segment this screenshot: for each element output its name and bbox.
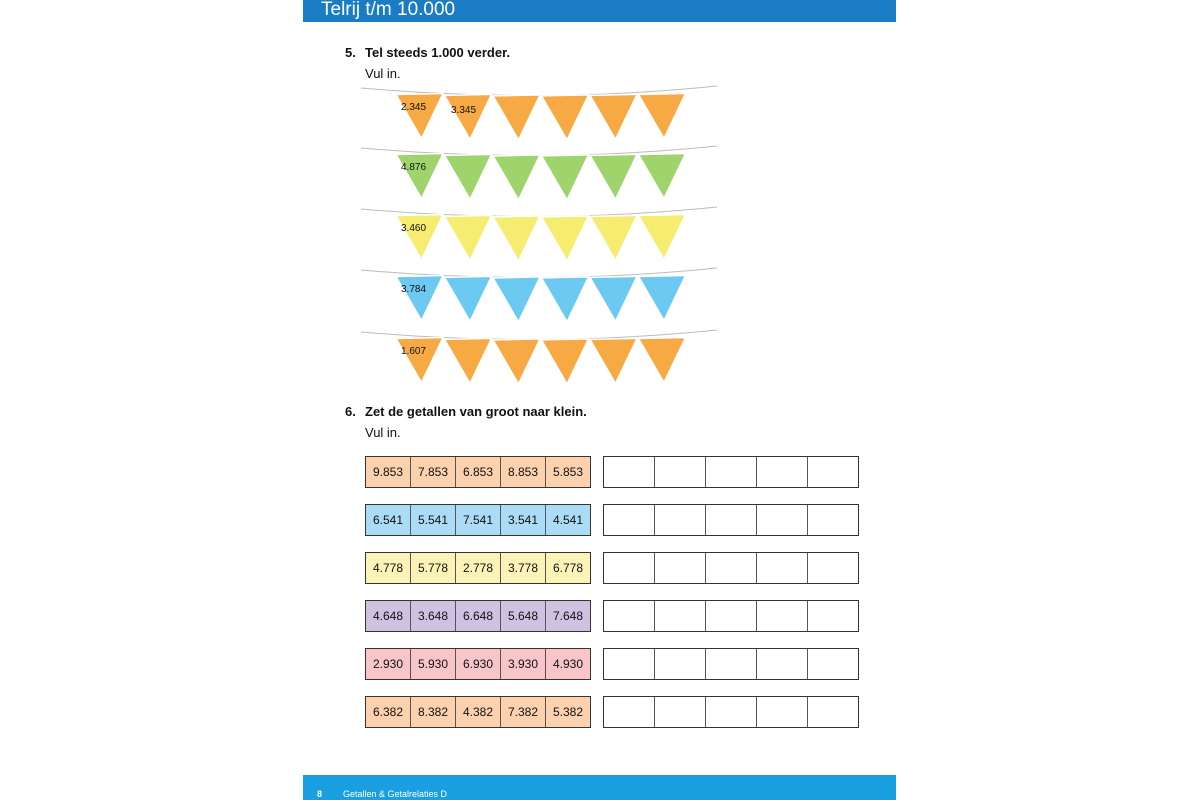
number-cell: 6.382 bbox=[366, 697, 411, 727]
bunting-flag bbox=[493, 216, 540, 261]
number-cell: 4.382 bbox=[456, 697, 501, 727]
number-cell: 6.778 bbox=[552, 561, 584, 575]
bunting-flag bbox=[542, 216, 589, 261]
number-cell: 3.930 bbox=[501, 649, 546, 679]
number-strip bbox=[365, 552, 591, 584]
number-strip bbox=[365, 696, 591, 728]
answer-box[interactable] bbox=[808, 457, 858, 487]
answer-box[interactable] bbox=[706, 601, 757, 631]
bunting-flag bbox=[542, 95, 589, 140]
number-cell: 8.853 bbox=[501, 457, 546, 487]
bunting-flag bbox=[639, 215, 686, 260]
answer-box[interactable] bbox=[706, 553, 757, 583]
bunting-graphic bbox=[361, 146, 721, 212]
number-cell: 4.930 bbox=[552, 657, 584, 671]
exercise-6-instruction: Vul in. bbox=[365, 425, 401, 440]
answer-box[interactable] bbox=[655, 505, 706, 535]
bunting-flag bbox=[445, 94, 492, 139]
number-strip bbox=[365, 456, 591, 488]
bunting-flag bbox=[590, 94, 637, 139]
answer-box[interactable] bbox=[655, 649, 706, 679]
bunting-flag bbox=[639, 94, 686, 139]
answer-box[interactable] bbox=[808, 505, 858, 535]
bunting-flag bbox=[493, 277, 540, 322]
bunting-graphic bbox=[361, 86, 721, 152]
answer-box[interactable] bbox=[604, 601, 655, 631]
answer-strip bbox=[603, 552, 859, 584]
bunting-flag bbox=[639, 338, 686, 383]
number-cell: 8.382 bbox=[411, 697, 456, 727]
answer-box[interactable] bbox=[808, 697, 858, 727]
book-title: Getallen & Getalrelaties D bbox=[343, 789, 448, 799]
number-cell: 4.778 bbox=[366, 553, 411, 583]
number-cell: 2.778 bbox=[456, 553, 501, 583]
bunting-flag bbox=[396, 276, 443, 321]
answer-box[interactable] bbox=[604, 553, 655, 583]
number-cell: 7.648 bbox=[552, 609, 584, 623]
number-cell: 5.541 bbox=[411, 505, 456, 535]
worksheet-page bbox=[303, 0, 896, 800]
exercise-5-title: Tel steeds 1.000 verder. bbox=[365, 45, 511, 60]
number-cell: 6.853 bbox=[456, 457, 501, 487]
bunting-flag bbox=[542, 277, 589, 322]
number-cell: 2.930 bbox=[366, 649, 411, 679]
number-strip bbox=[365, 600, 591, 632]
answer-box[interactable] bbox=[808, 649, 858, 679]
bunting-row bbox=[361, 86, 721, 152]
bunting-flag bbox=[445, 215, 492, 260]
answer-box[interactable] bbox=[757, 697, 808, 727]
flag-number: 1.607 bbox=[401, 346, 427, 357]
number-cell: 5.930 bbox=[411, 649, 456, 679]
flag-number: 3.345 bbox=[451, 105, 477, 116]
bunting-flag bbox=[445, 338, 492, 383]
answer-box[interactable] bbox=[604, 697, 655, 727]
flag-number: 3.460 bbox=[401, 223, 427, 234]
exercise-5-instruction: Vul in. bbox=[365, 66, 401, 81]
answer-strip bbox=[603, 696, 859, 728]
bunting-flag bbox=[445, 154, 492, 199]
exercise-6-heading bbox=[345, 404, 587, 419]
exercise-5-number: 5. bbox=[345, 45, 356, 60]
bunting-flag bbox=[590, 154, 637, 199]
bunting-graphic bbox=[361, 330, 721, 396]
answer-strip bbox=[603, 600, 859, 632]
bunting-flag bbox=[396, 154, 443, 199]
number-cell: 4.541 bbox=[552, 513, 584, 527]
number-cell: 3.778 bbox=[501, 553, 546, 583]
number-strip bbox=[365, 648, 591, 680]
answer-box[interactable] bbox=[757, 553, 808, 583]
bunting-flag bbox=[639, 154, 686, 199]
bunting-flag bbox=[445, 276, 492, 321]
header-bar bbox=[303, 0, 896, 22]
bunting-flag bbox=[493, 95, 540, 140]
answer-box[interactable] bbox=[757, 457, 808, 487]
flag-number: 2.345 bbox=[401, 102, 427, 113]
page-title: Telrij t/m 10.000 bbox=[321, 0, 456, 20]
exercise-6-title: Zet de getallen van groot naar klein. bbox=[365, 404, 587, 419]
bunting-flag bbox=[590, 276, 637, 321]
exercise-6-number: 6. bbox=[345, 404, 356, 419]
number-strip bbox=[365, 504, 591, 536]
answer-box[interactable] bbox=[808, 553, 858, 583]
bunting-flag bbox=[639, 276, 686, 321]
number-cell: 5.853 bbox=[552, 465, 584, 479]
exercise-5-heading bbox=[345, 45, 510, 60]
number-cell: 5.648 bbox=[501, 601, 546, 631]
number-cell: 6.930 bbox=[456, 649, 501, 679]
answer-strip bbox=[603, 648, 859, 680]
number-cell: 7.541 bbox=[456, 505, 501, 535]
answer-box[interactable] bbox=[706, 649, 757, 679]
answer-box[interactable] bbox=[706, 457, 757, 487]
bunting-flag bbox=[542, 339, 589, 384]
bunting-row bbox=[361, 207, 721, 273]
answer-box[interactable] bbox=[757, 649, 808, 679]
footer-bar bbox=[303, 775, 896, 800]
page-number: 8 bbox=[317, 789, 323, 799]
number-cell: 3.648 bbox=[411, 601, 456, 631]
bunting-flag bbox=[396, 338, 443, 383]
number-cell: 4.648 bbox=[366, 601, 411, 631]
answer-box[interactable] bbox=[655, 457, 706, 487]
answer-box[interactable] bbox=[655, 601, 706, 631]
answer-box[interactable] bbox=[655, 553, 706, 583]
answer-box[interactable] bbox=[655, 697, 706, 727]
flag-number: 4.876 bbox=[401, 162, 427, 173]
number-cell: 6.648 bbox=[456, 601, 501, 631]
answer-strip bbox=[603, 456, 859, 488]
flag-number: 3.784 bbox=[401, 284, 427, 295]
answer-box[interactable] bbox=[706, 505, 757, 535]
answer-box[interactable] bbox=[757, 601, 808, 631]
answer-box[interactable] bbox=[706, 697, 757, 727]
bunting-row bbox=[361, 146, 721, 212]
number-cell: 7.382 bbox=[501, 697, 546, 727]
answer-box[interactable] bbox=[604, 649, 655, 679]
number-cell: 5.382 bbox=[552, 705, 584, 719]
bunting-flag bbox=[590, 215, 637, 260]
answer-box[interactable] bbox=[604, 505, 655, 535]
bunting-row bbox=[361, 268, 721, 334]
answer-box[interactable] bbox=[757, 505, 808, 535]
answer-box[interactable] bbox=[604, 457, 655, 487]
bunting-flag bbox=[493, 339, 540, 384]
bunting-row bbox=[361, 330, 721, 396]
bunting-graphic bbox=[361, 207, 721, 273]
bunting-flag bbox=[493, 155, 540, 200]
number-cell: 6.541 bbox=[366, 505, 411, 535]
number-cell: 9.853 bbox=[366, 457, 411, 487]
bunting-flag bbox=[590, 338, 637, 383]
bunting-flag bbox=[396, 215, 443, 260]
answer-strip bbox=[603, 504, 859, 536]
bunting-flag bbox=[542, 155, 589, 200]
number-cell: 5.778 bbox=[411, 553, 456, 583]
number-cell: 7.853 bbox=[411, 457, 456, 487]
answer-box[interactable] bbox=[808, 601, 858, 631]
bunting-graphic bbox=[361, 268, 721, 334]
number-cell: 3.541 bbox=[501, 505, 546, 535]
bunting-flag bbox=[396, 94, 443, 139]
